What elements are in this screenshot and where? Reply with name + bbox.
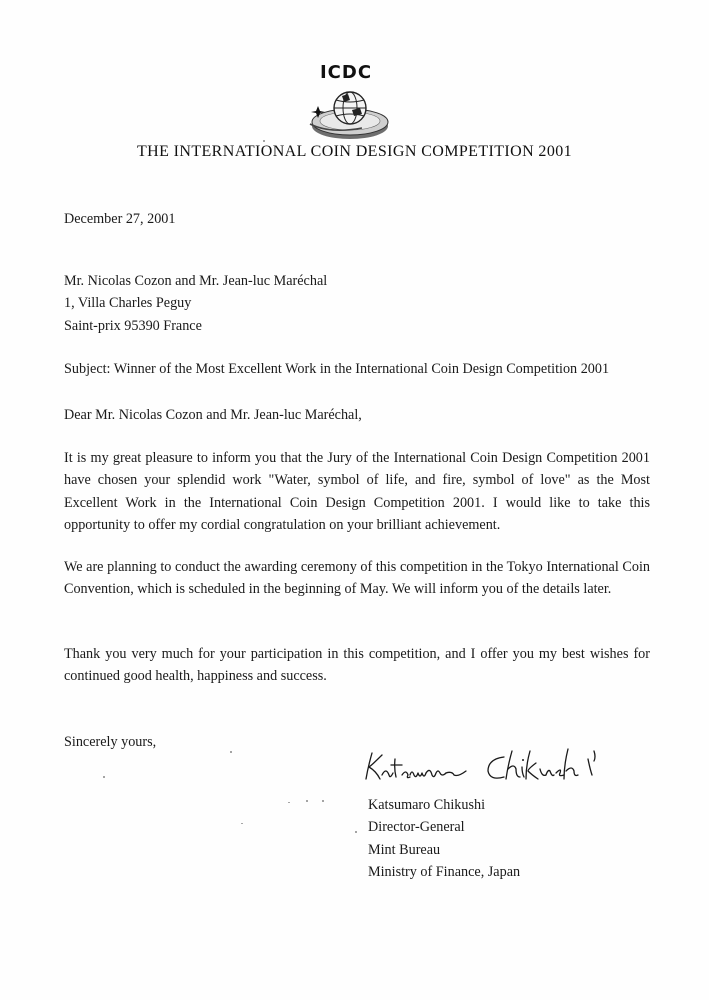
signer-org: Mint Bureau xyxy=(368,841,441,858)
scan-speck xyxy=(288,802,290,803)
coin-globe-emblem-icon xyxy=(300,84,392,144)
scan-speck xyxy=(263,140,265,142)
address-line-street: 1, Villa Charles Peguy xyxy=(64,295,192,312)
icdc-logo xyxy=(300,62,392,144)
address-line-city: Saint-prix 95390 France xyxy=(64,317,202,334)
scan-speck xyxy=(322,800,324,802)
body-paragraph-3: Thank you very much for your participation in this competition, and I offer you my best wishes for continued good health, happiness and success. xyxy=(64,646,650,685)
closing: Sincerely yours, xyxy=(64,734,157,750)
scan-speck xyxy=(230,751,232,753)
signer-block xyxy=(368,794,520,883)
signer-ministry: Ministry of Finance, Japan xyxy=(368,863,521,880)
subject-line: Subject: Winner of the Most Excellent Work in the International Coin Design Competition 2001 xyxy=(64,361,610,377)
scan-speck xyxy=(355,831,357,833)
scan-speck xyxy=(306,800,308,802)
logo-text: ICDC xyxy=(319,62,373,83)
body-paragraph-1: It is my great pleasure to inform you that the Jury of the International Coin Design Competition 2001 have chosen your splendid work "Water, symbol of life, and fire, symbol of love" as the Most Excellent Work in the International Coin Design Competition 2001. I would like to take this opportunity to offer my cordial congratulation on your brilliant achievement. xyxy=(64,450,650,533)
address-line-name: Mr. Nicolas Cozon and Mr. Jean-luc Maréchal xyxy=(64,273,328,289)
salutation: Dear Mr. Nicolas Cozon and Mr. Jean-luc Maréchal, xyxy=(64,407,362,423)
handwritten-signature xyxy=(362,745,622,793)
signer-name: Katsumaro Chikushi xyxy=(368,797,486,813)
scan-speck xyxy=(103,776,105,778)
signer-title: Director-General xyxy=(368,819,465,836)
letter-date: December 27, 2001 xyxy=(64,211,176,227)
scan-speck xyxy=(241,823,243,824)
body-paragraph-2: We are planning to conduct the awarding ceremony of this competition in the Tokyo International Coin Convention, which is scheduled in the beginning of May. We will inform you of the details later. xyxy=(64,559,650,598)
recipient-address xyxy=(64,270,327,337)
competition-title: THE INTERNATIONAL COIN DESIGN COMPETITION 2001 xyxy=(136,143,573,160)
